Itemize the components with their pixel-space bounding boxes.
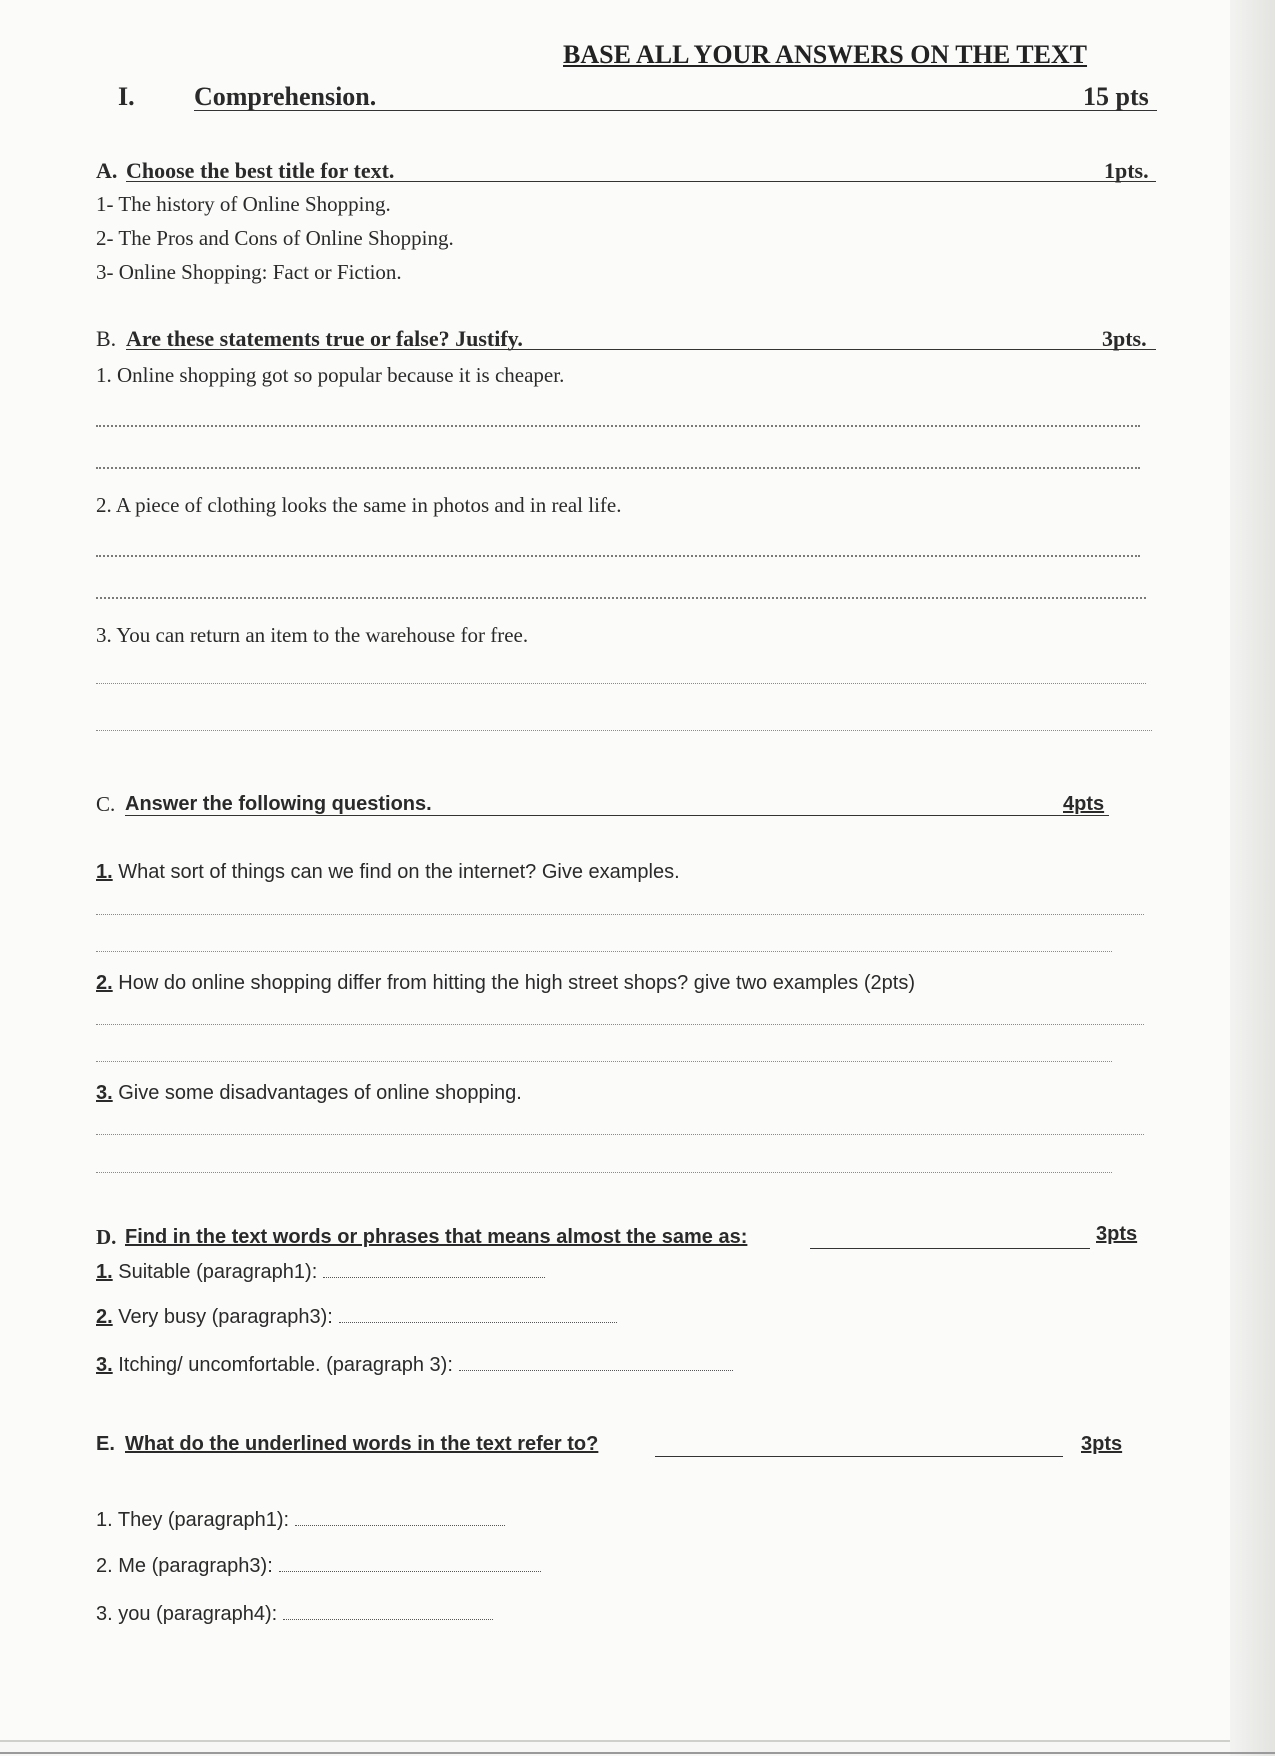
reference-item: 2. Me (paragraph3): [96,1555,273,1577]
page-bottom-edge [0,1752,1275,1754]
question-text: Give some disadvantages of online shopping. [118,1082,522,1104]
part-e-letter: E. [96,1433,115,1455]
answer-blank[interactable] [323,1276,545,1278]
part-d-letter: D. [96,1225,117,1249]
question-number: 1. [96,861,113,883]
question-number: 2. [96,972,113,994]
part-a-rule [126,181,1156,182]
answer-blank[interactable] [283,1618,493,1620]
part-a-title: Choose the best title for text. [126,158,395,183]
answer-line[interactable] [96,730,1152,731]
answer-line[interactable] [96,1024,1144,1025]
part-b-statement: 2. A piece of clothing looks the same in photos and in real life. [96,493,622,517]
part-e-points: 3pts [1081,1433,1123,1455]
part-b-statement: 1. Online shopping got so popular because it is cheaper. [96,363,565,387]
section-title: Comprehension. [194,82,377,111]
answer-blank[interactable] [339,1321,617,1323]
answer-line[interactable] [96,425,1140,427]
item-number: 2. [96,1306,113,1328]
part-d-title: Find in the text words or phrases that means almost the same as: [125,1226,748,1248]
item-number: 3. [96,1354,113,1376]
part-a-points: 1pts. [1104,158,1149,183]
part-b-statement: 3. You can return an item to the warehouse for free. [96,623,529,647]
answer-line[interactable] [96,597,1146,599]
answer-line[interactable] [96,555,1140,557]
part-e-rule [655,1456,1063,1457]
answer-line[interactable] [96,467,1140,469]
answer-blank[interactable] [279,1570,541,1572]
part-b-rule [126,349,1156,350]
reference-item: 1. They (paragraph1): [96,1509,290,1531]
question-number: 3. [96,1082,113,1104]
part-d-points: 3pts [1096,1223,1138,1245]
item-text: Very busy (paragraph3): [118,1306,333,1328]
section-number: I. [118,82,135,111]
item-text: Suitable (paragraph1): [118,1261,318,1283]
section-points: 15 pts [1083,82,1149,111]
part-b-points: 3pts. [1102,326,1147,351]
answer-blank[interactable] [295,1524,505,1526]
part-a-letter: A. [96,158,118,183]
answer-line[interactable] [96,914,1144,915]
instruction-heading: BASE ALL YOUR ANSWERS ON THE TEXT [563,40,1088,69]
question-text: What sort of things can we find on the internet? Give examples. [118,861,680,883]
part-d-rule [810,1248,1090,1249]
part-a-option: 3- Online Shopping: Fact or Fiction. [96,260,402,284]
part-e-title: What do the underlined words in the text refer to? [125,1433,599,1455]
part-b-title: Are these statements true or false? Justify. [126,326,523,351]
part-c-points: 4pts [1063,793,1105,815]
scan-edge-shadow [1230,0,1275,1756]
answer-line[interactable] [96,1061,1112,1062]
section-title-rule [194,110,1157,111]
part-b-letter: B. [96,326,117,351]
question-text: How do online shopping differ from hitting the high street shops? give two examples (2pts) [118,972,915,994]
part-c-rule [125,815,1109,816]
part-c-title: Answer the following questions. [125,793,432,815]
answer-blank[interactable] [459,1369,733,1371]
answer-line[interactable] [96,1172,1112,1173]
part-a-option: 1- The history of Online Shopping. [96,192,391,216]
item-text: Itching/ uncomfortable. (paragraph 3): [118,1354,453,1376]
answer-line[interactable] [96,683,1146,684]
part-c-letter: C. [96,792,116,816]
reference-item: 3. you (paragraph4): [96,1603,278,1625]
answer-line[interactable] [96,951,1112,952]
answer-line[interactable] [96,1134,1144,1135]
item-number: 1. [96,1261,113,1283]
part-a-option: 2- The Pros and Cons of Online Shopping. [96,226,454,250]
